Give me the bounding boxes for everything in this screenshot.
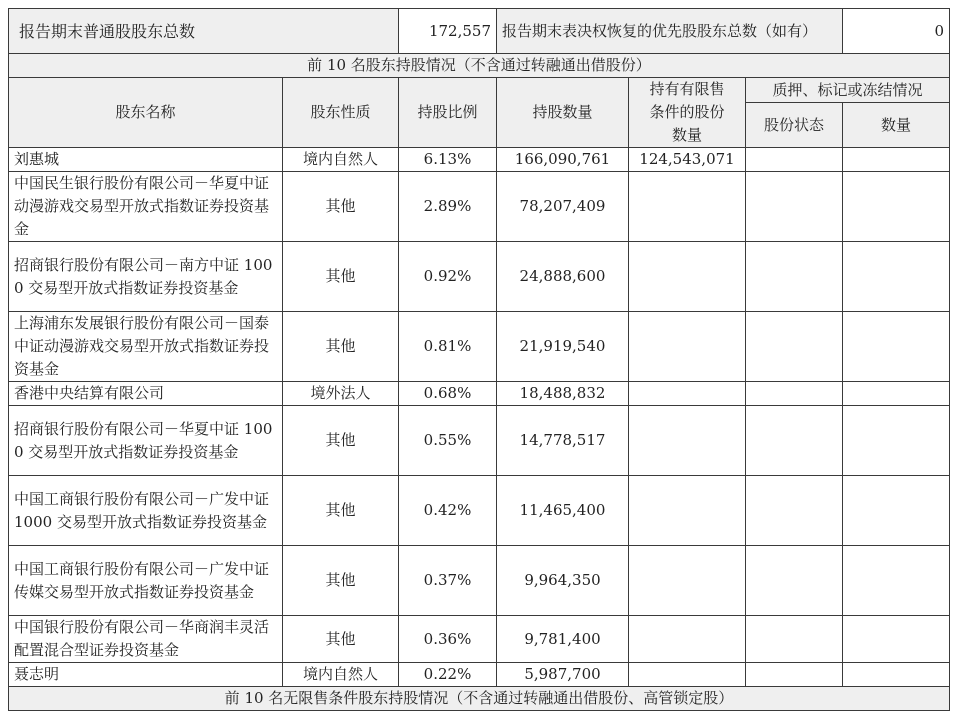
next-section-row xyxy=(9,687,950,711)
holding-quantity: 21,919,540 xyxy=(497,312,629,382)
col-header-qty: 持股数量 xyxy=(497,78,629,148)
holding-quantity: 166,090,761 xyxy=(497,148,629,172)
holding-ratio: 6.13% xyxy=(399,148,497,172)
pledge-status xyxy=(746,242,843,312)
pledge-status xyxy=(746,172,843,242)
table-row xyxy=(9,406,950,476)
preferred-holders-value: 0 xyxy=(843,9,950,54)
holding-quantity: 18,488,832 xyxy=(497,382,629,406)
shareholder-nature: 境外法人 xyxy=(283,382,399,406)
shareholder-name: 上海浦东发展银行股份有限公司－国泰中证动漫游戏交易型开放式指数证券投资基金 xyxy=(9,312,283,382)
pledge-status xyxy=(746,382,843,406)
restricted-quantity: 124,543,071 xyxy=(629,148,746,172)
col-header-restricted: 持有有限售条件的股份数量 xyxy=(629,78,746,148)
holding-quantity: 11,465,400 xyxy=(497,476,629,546)
pledge-status xyxy=(746,616,843,663)
shareholder-nature: 其他 xyxy=(283,172,399,242)
holding-ratio: 0.55% xyxy=(399,406,497,476)
shareholder-name: 招商银行股份有限公司－南方中证 1000 交易型开放式指数证券投资基金 xyxy=(9,242,283,312)
pledge-status xyxy=(746,546,843,616)
shareholder-table xyxy=(8,8,950,711)
table-row xyxy=(9,616,950,663)
common-holders-value: 172,557 xyxy=(399,9,497,54)
col-header-ratio: 持股比例 xyxy=(399,78,497,148)
pledge-quantity xyxy=(843,406,950,476)
pledge-status xyxy=(746,476,843,546)
table-row xyxy=(9,476,950,546)
section-title-row xyxy=(9,54,950,78)
pledge-quantity xyxy=(843,382,950,406)
pledge-status xyxy=(746,663,843,687)
shareholder-nature: 其他 xyxy=(283,616,399,663)
holding-ratio: 0.92% xyxy=(399,242,497,312)
top10-section-title: 前 10 名股东持股情况（不含通过转融通出借股份） xyxy=(9,54,950,78)
col-header-nature: 股东性质 xyxy=(283,78,399,148)
shareholder-name: 刘惠城 xyxy=(9,148,283,172)
restricted-quantity xyxy=(629,546,746,616)
shareholder-name: 招商银行股份有限公司－华夏中证 1000 交易型开放式指数证券投资基金 xyxy=(9,406,283,476)
holding-ratio: 2.89% xyxy=(399,172,497,242)
header-row-1 xyxy=(9,78,950,103)
restricted-quantity xyxy=(629,616,746,663)
pledge-quantity xyxy=(843,616,950,663)
holding-ratio: 0.22% xyxy=(399,663,497,687)
restricted-quantity xyxy=(629,382,746,406)
pledge-quantity xyxy=(843,242,950,312)
col-header-pledge-status: 股份状态 xyxy=(746,103,843,148)
holding-quantity: 5,987,700 xyxy=(497,663,629,687)
table-row xyxy=(9,172,950,242)
shareholder-nature: 境内自然人 xyxy=(283,663,399,687)
shareholder-name: 中国民生银行股份有限公司－华夏中证动漫游戏交易型开放式指数证券投资基金 xyxy=(9,172,283,242)
restricted-quantity xyxy=(629,242,746,312)
pledge-status xyxy=(746,312,843,382)
pledge-quantity xyxy=(843,312,950,382)
holding-quantity: 78,207,409 xyxy=(497,172,629,242)
restricted-quantity xyxy=(629,312,746,382)
holding-quantity: 9,781,400 xyxy=(497,616,629,663)
pledge-status xyxy=(746,148,843,172)
shareholder-nature: 其他 xyxy=(283,476,399,546)
col-header-pledge: 质押、标记或冻结情况 xyxy=(746,78,950,103)
holding-quantity: 9,964,350 xyxy=(497,546,629,616)
restricted-quantity xyxy=(629,663,746,687)
shareholder-nature: 其他 xyxy=(283,546,399,616)
pledge-quantity xyxy=(843,663,950,687)
shareholder-nature: 其他 xyxy=(283,406,399,476)
holding-ratio: 0.37% xyxy=(399,546,497,616)
shareholder-name: 聂志明 xyxy=(9,663,283,687)
pledge-quantity xyxy=(843,148,950,172)
pledge-quantity xyxy=(843,476,950,546)
holding-ratio: 0.36% xyxy=(399,616,497,663)
table-row xyxy=(9,382,950,406)
restricted-quantity xyxy=(629,476,746,546)
shareholder-name: 中国工商银行股份有限公司－广发中证传媒交易型开放式指数证券投资基金 xyxy=(9,546,283,616)
pledge-status xyxy=(746,406,843,476)
shareholder-nature: 其他 xyxy=(283,312,399,382)
shareholder-name: 中国工商银行股份有限公司－广发中证 1000 交易型开放式指数证券投资基金 xyxy=(9,476,283,546)
table-row xyxy=(9,546,950,616)
restricted-quantity xyxy=(629,406,746,476)
holding-ratio: 0.68% xyxy=(399,382,497,406)
table-row xyxy=(9,312,950,382)
holding-quantity: 24,888,600 xyxy=(497,242,629,312)
restricted-quantity xyxy=(629,172,746,242)
table-row xyxy=(9,242,950,312)
holding-ratio: 0.42% xyxy=(399,476,497,546)
pledge-quantity xyxy=(843,546,950,616)
common-holders-label: 报告期末普通股股东总数 xyxy=(9,9,399,54)
summary-row xyxy=(9,9,950,54)
shareholder-name: 香港中央结算有限公司 xyxy=(9,382,283,406)
pledge-quantity xyxy=(843,172,950,242)
preferred-holders-label: 报告期末表决权恢复的优先股股东总数（如有） xyxy=(497,9,843,54)
table-row xyxy=(9,663,950,687)
holding-quantity: 14,778,517 xyxy=(497,406,629,476)
col-header-name: 股东名称 xyxy=(9,78,283,148)
col-header-pledge-qty: 数量 xyxy=(843,103,950,148)
shareholder-nature: 境内自然人 xyxy=(283,148,399,172)
table-row xyxy=(9,148,950,172)
shareholder-name: 中国银行股份有限公司－华商润丰灵活配置混合型证券投资基金 xyxy=(9,616,283,663)
shareholder-nature: 其他 xyxy=(283,242,399,312)
next-section-title: 前 10 名无限售条件股东持股情况（不含通过转融通出借股份、高管锁定股） xyxy=(9,687,950,711)
holding-ratio: 0.81% xyxy=(399,312,497,382)
